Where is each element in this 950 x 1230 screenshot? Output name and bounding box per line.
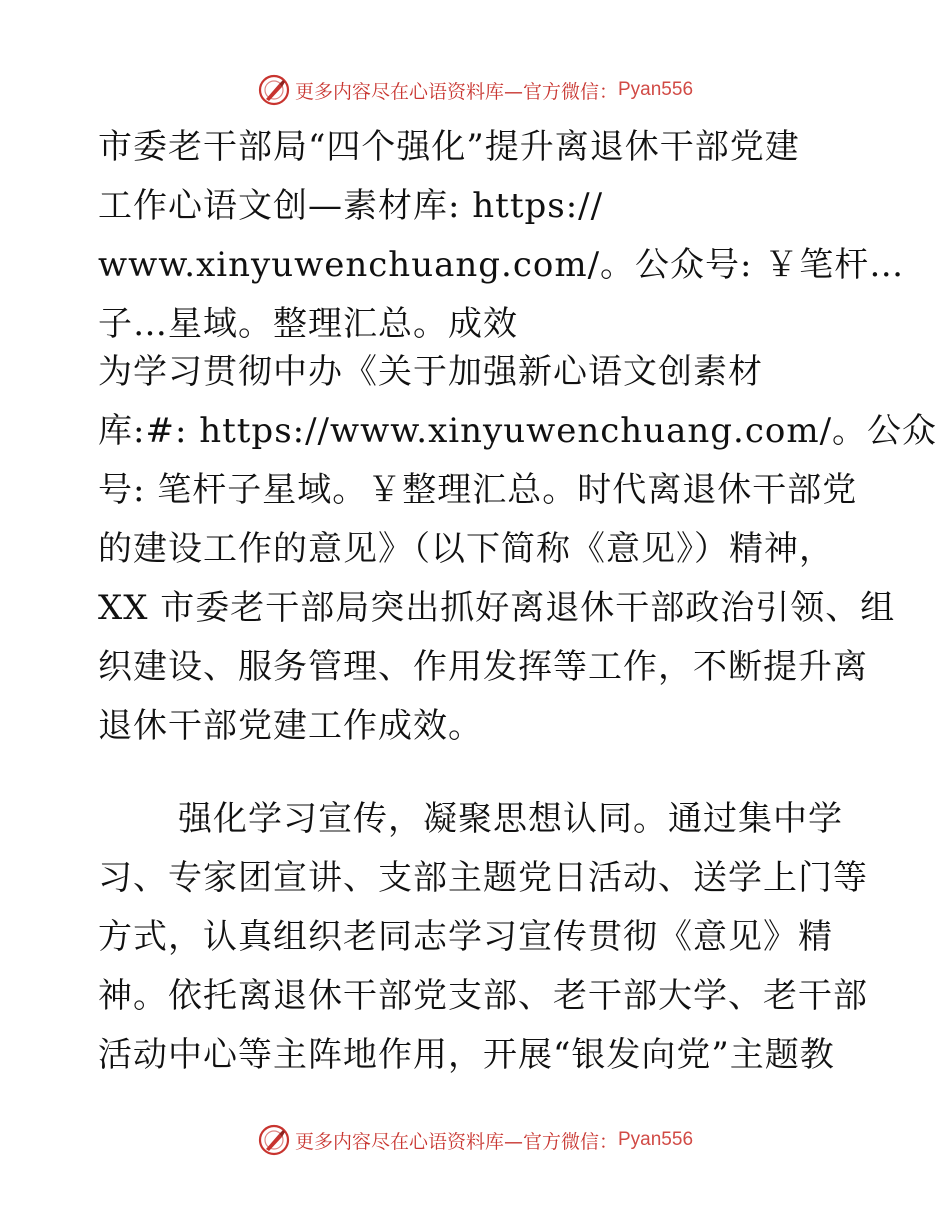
paragraph-line: 为学习贯彻中办《关于加强新心语文创素材: [98, 352, 763, 392]
paragraph-line: 号: 笔杆子星域。￥整理汇总。时代离退休干部党: [98, 470, 858, 510]
footer-watermark: [0, 1122, 950, 1158]
watermark-wechat-handle: Pyan556: [618, 1129, 694, 1150]
paragraph-line: 退休干部党建工作成效。: [98, 706, 483, 746]
title-line: 工作心语文创—素材库: https://: [98, 186, 604, 226]
paragraph-line: 习、专家团宣讲、支部主题党日活动、送学上门等: [98, 858, 868, 898]
paragraph-line: 的建设工作的意见》（以下简称《意见》）精神，: [98, 529, 834, 569]
paragraph-study-publicity: [98, 790, 868, 1085]
paragraph-line: XX 市委老干部局突出抓好离退休干部政治引领、组: [98, 588, 896, 628]
paragraph-intro: [98, 343, 938, 756]
title-line: 市委老干部局“四个强化”提升离退休干部党建: [98, 127, 800, 167]
paragraph-line: 方式，认真组织老同志学习宣传贯彻《意见》精: [98, 917, 833, 957]
paragraph-line: 库:#: https://www.xinyuwenchuang.com/。公众: [98, 411, 938, 451]
paragraph-line: 神。依托离退休干部党支部、老干部大学、老干部: [98, 976, 868, 1016]
title-line: www.xinyuwenchuang.com/。公众号: ￥笔杆…: [98, 245, 905, 285]
watermark-wechat-handle: Pyan556: [618, 79, 694, 100]
pen-logo-icon: [257, 1123, 291, 1157]
watermark-text: 更多内容尽在心语资料库—官方微信：: [294, 80, 618, 103]
document-title: [98, 118, 905, 354]
pen-logo-icon: [257, 73, 291, 107]
paragraph-line: 强化学习宣传，凝聚思想认同。通过集中学: [178, 799, 843, 839]
title-line: 子…星域。整理汇总。成效: [98, 304, 518, 344]
watermark-text: 更多内容尽在心语资料库—官方微信：: [294, 1130, 618, 1153]
paragraph-line: 活动中心等主阵地作用，开展“银发向党”主题教: [98, 1035, 835, 1075]
paragraph-line: 织建设、服务管理、作用发挥等工作，不断提升离: [98, 647, 868, 687]
header-watermark: [0, 72, 950, 108]
